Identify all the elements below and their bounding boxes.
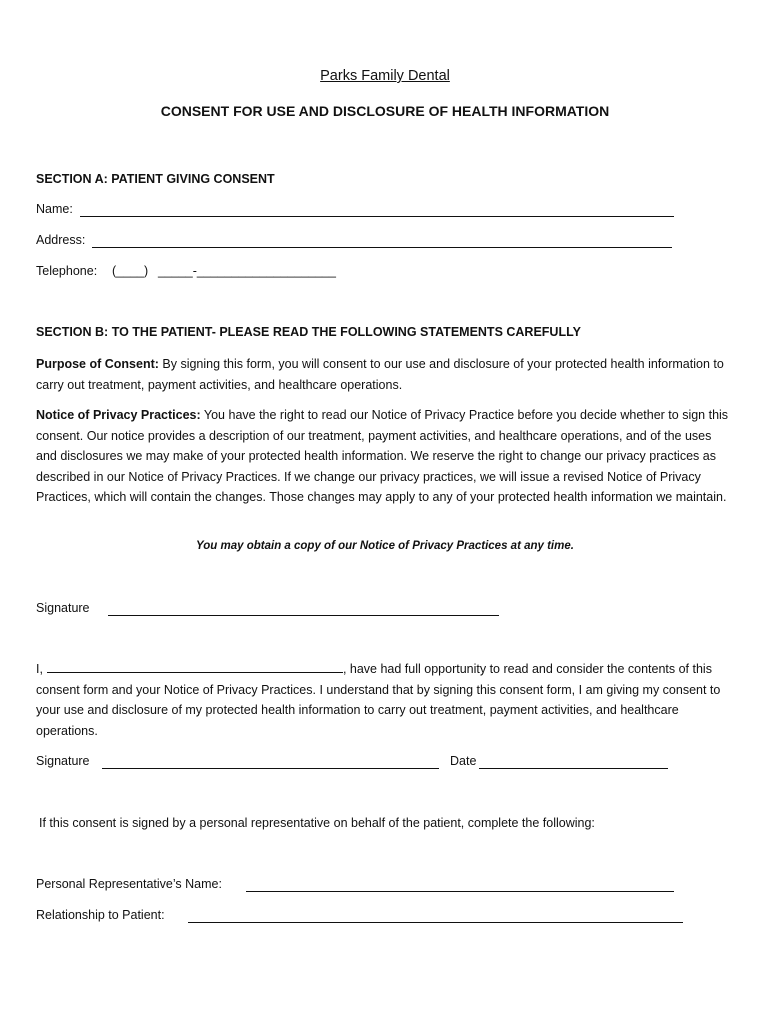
- telephone-number-field[interactable]: _____-____________________: [158, 264, 336, 278]
- signature-field-2[interactable]: [102, 768, 439, 769]
- notice-of-privacy-paragraph: [36, 405, 731, 508]
- date-field[interactable]: [479, 768, 668, 769]
- relationship-label: Relationship to Patient:: [36, 908, 165, 922]
- notice-label: Notice of Privacy Practices:: [36, 408, 201, 422]
- form-title: CONSENT FOR USE AND DISCLOSURE OF HEALTH INFORMATION: [160, 103, 610, 119]
- purpose-of-consent-paragraph: [36, 354, 731, 395]
- signature-label-1: Signature: [36, 601, 90, 615]
- practice-name: Parks Family Dental: [320, 68, 450, 84]
- representative-intro: If this consent is signed by a personal representative on behalf of the patient, complete the following:: [39, 816, 595, 830]
- address-label: Address:: [36, 233, 86, 247]
- acknowledgement-prefix: I,: [36, 662, 43, 676]
- signature-label-2: Signature: [36, 754, 90, 768]
- representative-name-field[interactable]: [246, 891, 674, 892]
- date-label: Date: [450, 754, 477, 768]
- section-b-heading: SECTION B: TO THE PATIENT- PLEASE READ THE FOLLOWING STATEMENTS CAREFULLY: [36, 325, 581, 339]
- notice-text: You have the right to read our Notice of Privacy Practice before you decide whether to sign this consent. Our notice provides a description of our treatment, payment activities, and healthcare operations, and of the uses and disclosures we may make of your protected health information. We reserve the right to change our privacy practices as described in our Notice of Privacy Practices. If we change our privacy practices, we will issue a revised Notice of Privacy Practices, which will contain the changes. Those changes may apply to any of your protected health information we maintain.: [36, 408, 729, 504]
- signature-field-1[interactable]: [108, 615, 499, 616]
- representative-name-label: Personal Representative’s Name:: [36, 877, 222, 891]
- purpose-text: By signing this form, you will consent to our use and disclosure of your protected health information to carry out treatment, payment activities, and healthcare operations.: [36, 357, 724, 392]
- acknowledgement-text: , have had full opportunity to read and consider the contents of this consent form and your Notice of Privacy Practices. I understand that by signing this consent form, I am giving my consent to your use and disclosure of my protected health information to carry out treatment, payment activities, and healthcare operations.: [36, 662, 721, 738]
- section-a-heading: SECTION A: PATIENT GIVING CONSENT: [36, 172, 275, 186]
- address-field[interactable]: [92, 247, 672, 248]
- acknowledgement-name-field[interactable]: [47, 660, 343, 673]
- relationship-field[interactable]: [188, 922, 683, 923]
- acknowledgement-paragraph: [36, 659, 731, 741]
- name-label: Name:: [36, 202, 73, 216]
- telephone-label: Telephone:: [36, 264, 98, 278]
- telephone-area-code-field[interactable]: (____): [112, 264, 149, 278]
- purpose-label: Purpose of Consent:: [36, 357, 159, 371]
- obtain-copy-note: You may obtain a copy of our Notice of Privacy Practices at any time.: [196, 540, 574, 552]
- name-field[interactable]: [80, 216, 674, 217]
